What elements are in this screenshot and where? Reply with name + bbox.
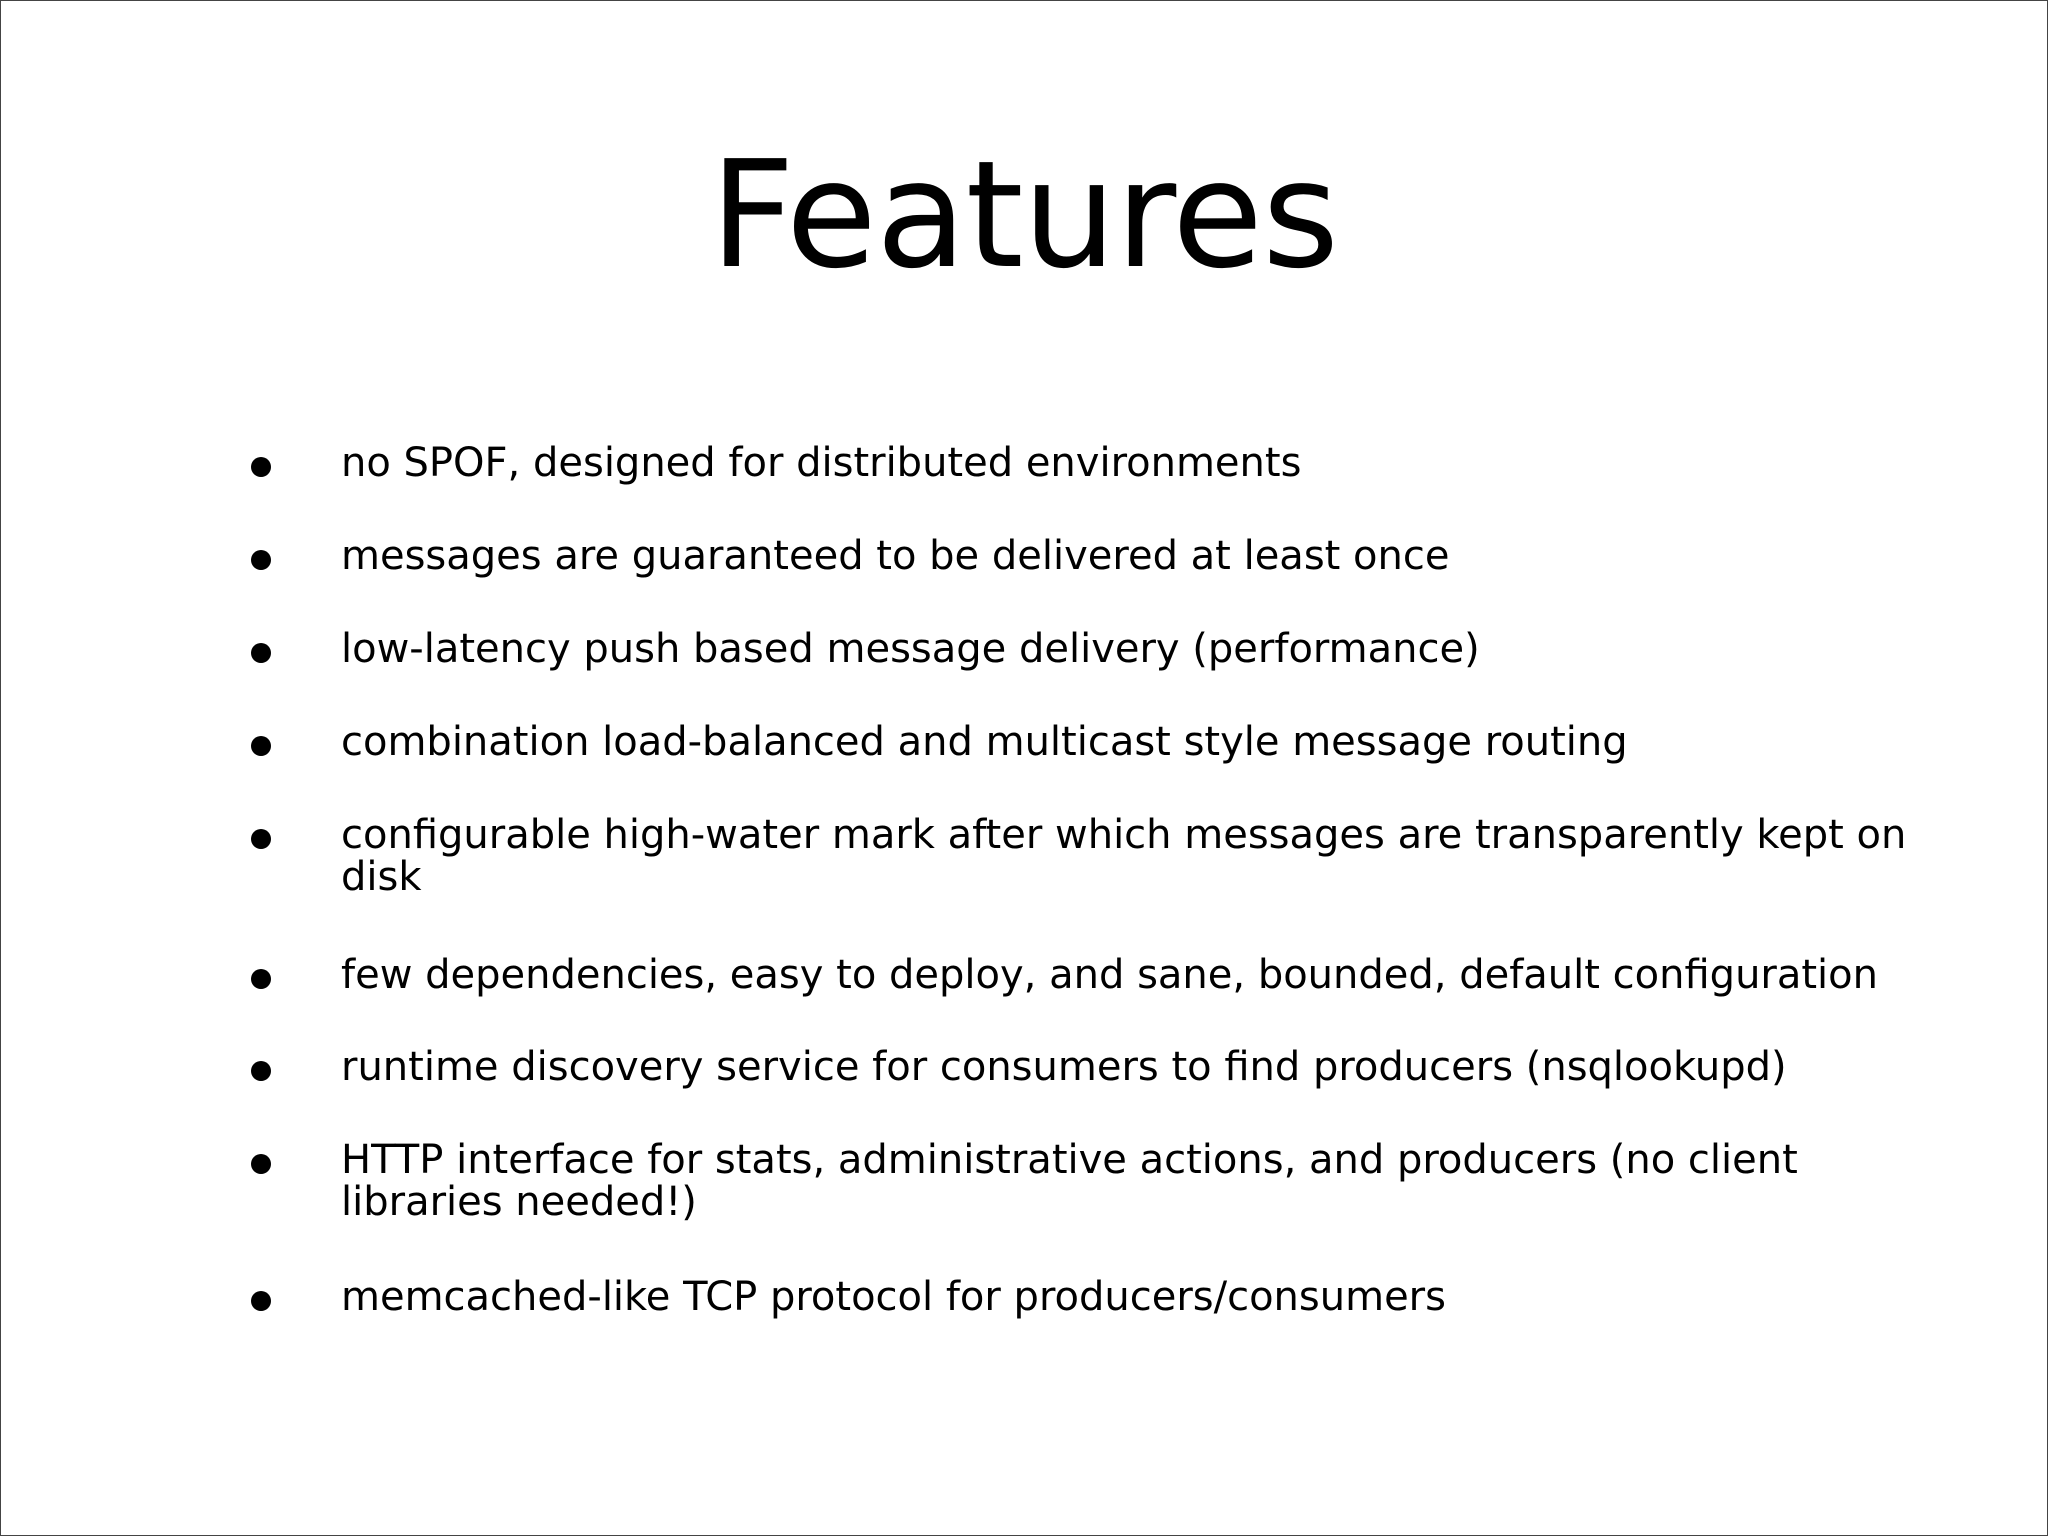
bullet-dot-icon <box>251 954 285 1004</box>
bullet-list <box>1 1 2047 1535</box>
bullet-text: memcached-like TCP protocol for producers/consumers <box>341 1274 1446 1320</box>
bullet-dot-icon <box>251 721 285 771</box>
bullet-dot-icon <box>251 1046 285 1096</box>
bullet-text: few dependencies, easy to deploy, and sane, bounded, default configuration <box>341 952 1878 998</box>
bullet-dot-icon <box>251 442 285 492</box>
bullet-dot-icon <box>251 535 285 585</box>
bullet-text: combination load-balanced and multicast style message routing <box>341 719 1628 765</box>
bullet-dot-icon <box>251 1276 285 1326</box>
slide-title: Features <box>709 129 1339 301</box>
bullet-text: low-latency push based message delivery (performance) <box>341 626 1480 672</box>
bullet-text: runtime discovery service for consumers to find producers (nsqlookupd) <box>341 1044 1787 1090</box>
bullet-dot-icon <box>251 814 285 864</box>
bullet-text: HTTP interface for stats, administrative actions, and producers (no client libraries needed!) <box>341 1137 1798 1225</box>
bullet-dot-icon <box>251 628 285 678</box>
bullet-text: configurable high-water mark after which messages are transparently kept on disk <box>341 812 1907 900</box>
bullet-dot-icon <box>251 1139 285 1189</box>
bullet-text: messages are guaranteed to be delivered at least once <box>341 533 1450 579</box>
bullet-text: no SPOF, designed for distributed environments <box>341 440 1302 486</box>
